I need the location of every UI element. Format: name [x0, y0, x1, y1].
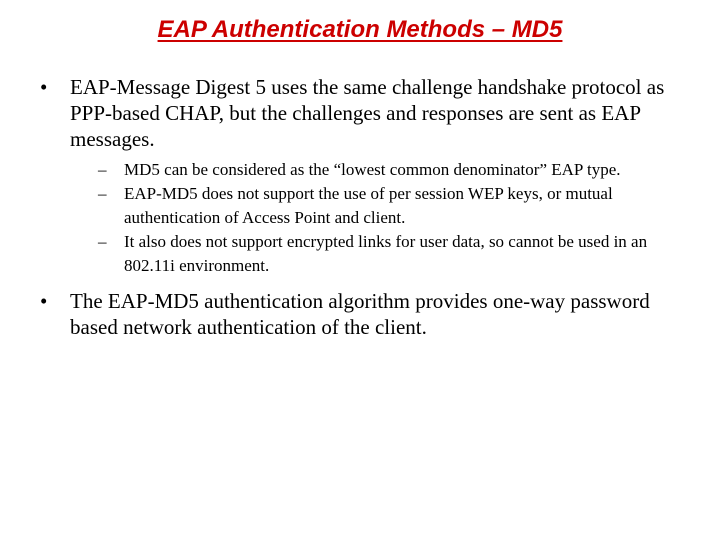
sub-bullet-marker: –	[98, 160, 107, 179]
bullet-item	[40, 74, 668, 152]
bullet-marker: •	[40, 75, 48, 99]
sub-bullet-text: It also does not support encrypted links for user data, so cannot be used in an 802.11i environment.	[124, 232, 648, 275]
sub-bullet-item	[98, 182, 668, 230]
sub-bullet-marker: –	[98, 232, 107, 251]
slide-title: EAP Authentication Methods – MD5	[157, 16, 563, 43]
sub-bullet-list	[98, 158, 668, 278]
sub-bullet-text: MD5 can be considered as the “lowest common denominator” EAP type.	[124, 160, 621, 179]
sub-bullet-text: EAP-MD5 does not support the use of per session WEP keys, or mutual authentication of Access Point and client.	[124, 184, 613, 227]
sub-bullet-marker: –	[98, 184, 107, 203]
bullet-text: EAP-Message Digest 5 uses the same challenge handshake protocol as PPP-based CHAP, but the challenges and responses are sent as EAP messages.	[70, 75, 665, 151]
bullet-item	[40, 288, 668, 340]
sub-bullet-item	[98, 158, 668, 182]
bullet-text: The EAP-MD5 authentication algorithm provides one-way password based network authentication of the client.	[70, 289, 650, 339]
sub-bullet-item	[98, 230, 668, 278]
bullet-marker: •	[40, 289, 48, 313]
slide-content	[40, 74, 668, 340]
